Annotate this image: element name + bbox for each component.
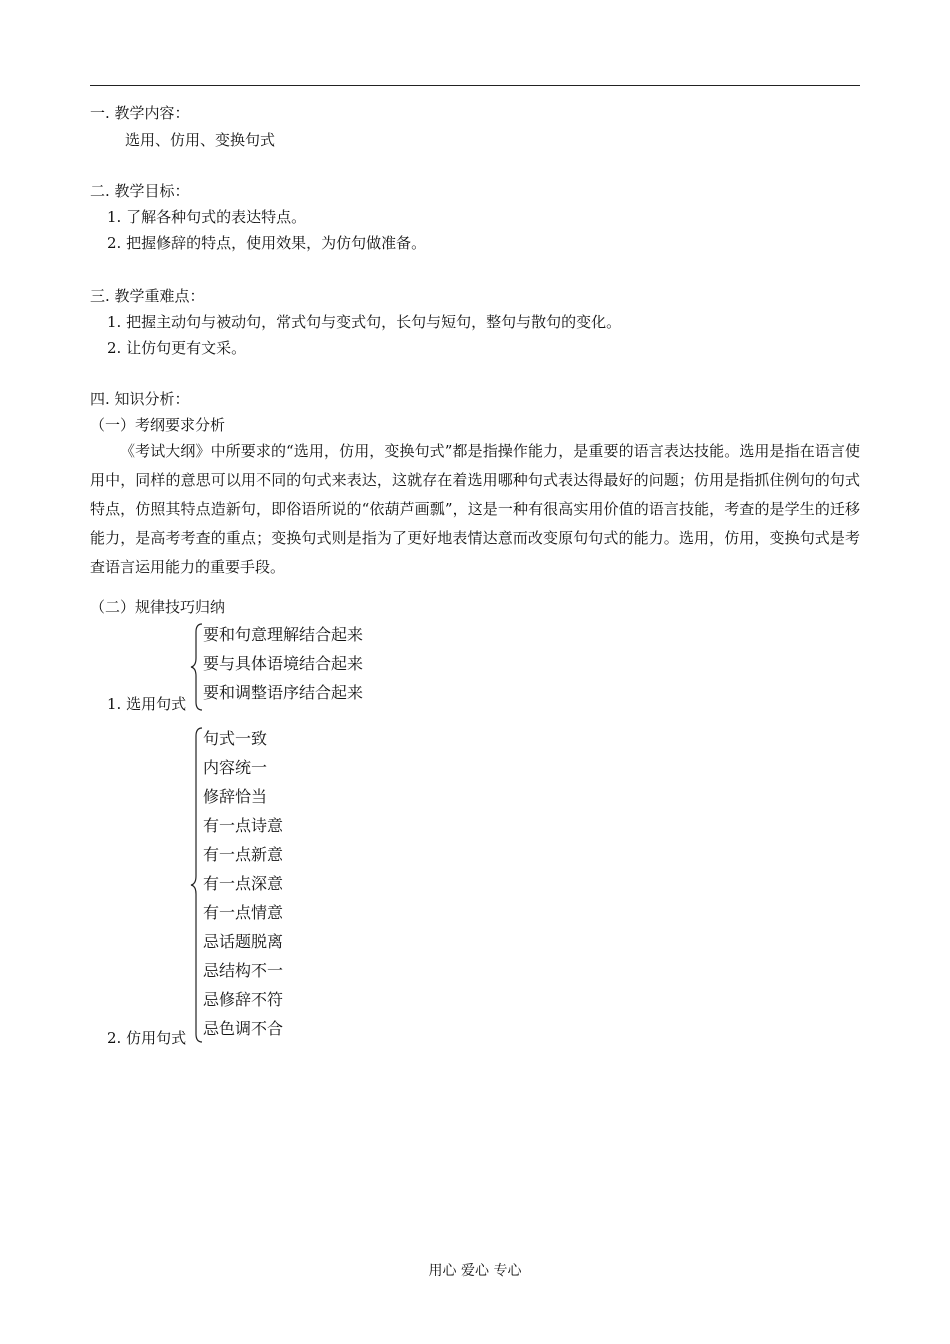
group-2-brace xyxy=(190,726,204,1044)
group-2-label: 2. 仿用句式 xyxy=(107,1029,187,1047)
subsection-2-heading: （二）规律技巧归纳 xyxy=(90,598,226,616)
list-item: 忌修辞不符 xyxy=(203,990,284,1009)
list-item: 内容统一 xyxy=(203,758,268,777)
subsection-1-heading: （一）考纲要求分析 xyxy=(90,416,226,434)
section-3-heading: 三. 教学重难点： xyxy=(90,287,205,305)
list-item: 句式一致 xyxy=(203,729,268,748)
list-item: 有一点深意 xyxy=(203,874,284,893)
section-3-item: 1. 把握主动句与被动句，常式句与变式句，长句与短句，整句与散句的变化。 xyxy=(107,313,622,331)
list-item: 要和句意理解结合起来 xyxy=(203,625,364,644)
header-rule xyxy=(90,85,860,86)
list-item: 有一点新意 xyxy=(203,845,284,864)
group-1-label: 1. 选用句式 xyxy=(107,695,187,713)
syllabus-paragraph: 《考试大纲》中所要求的“选用，仿用，变换句式”都是指操作能力，是重要的语言表达技能。选用是指在语言使用中，同样的意思可以用不同的句式来表达，这就存在着选用哪种句式表达得最好的问题；仿用是指抓住例句的句式特点，仿照其特点造新句，即俗语所说的“依葫芦画瓢”，这是一种有很高实用价值的语言技能，考查的是学生的迁移能力，是高考考查的重点；变换句式则是指为了更好地表情达意而改变原句句式的能力。选用，仿用，变换句式是考查语言运用能力的重要手段。 xyxy=(90,442,860,576)
list-item: 忌话题脱离 xyxy=(203,932,284,951)
section-1-item: 选用、仿用、变换句式 xyxy=(125,131,276,149)
group-1-list xyxy=(203,620,363,707)
section-2-item: 1. 了解各种句式的表达特点。 xyxy=(107,208,307,226)
list-item: 忌结构不一 xyxy=(203,961,284,980)
section-3-item: 2. 让仿句更有文采。 xyxy=(107,339,247,357)
list-item: 有一点情意 xyxy=(203,903,284,922)
list-item: 有一点诗意 xyxy=(203,816,284,835)
group-2-list xyxy=(203,724,283,1043)
section-2-item: 2. 把握修辞的特点，使用效果，为仿句做准备。 xyxy=(107,234,427,252)
list-item: 要与具体语境结合起来 xyxy=(203,654,364,673)
section-1-heading: 一. 教学内容： xyxy=(90,104,190,122)
list-item: 要和调整语序结合起来 xyxy=(203,683,364,702)
list-item: 忌色调不合 xyxy=(203,1019,284,1038)
section-2-heading: 二. 教学目标： xyxy=(90,182,190,200)
group-1-brace xyxy=(190,622,204,712)
page-footer: 用心 爱心 专心 xyxy=(428,1263,522,1279)
section-4-heading: 四. 知识分析： xyxy=(90,390,190,408)
list-item: 修辞恰当 xyxy=(203,787,268,806)
